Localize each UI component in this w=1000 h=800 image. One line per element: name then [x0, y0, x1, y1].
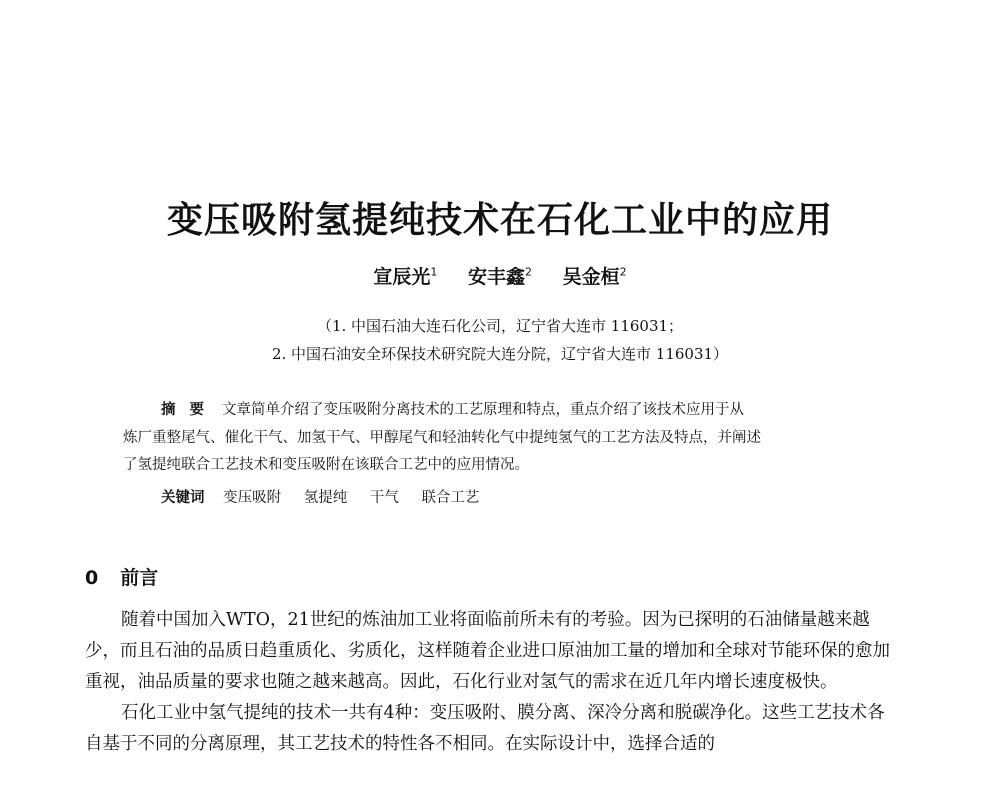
affiliation-line: 2. 中国石油安全环保技术研究院大连分院，辽宁省大连市 116031）	[271, 345, 729, 363]
author-list	[0, 262, 1000, 289]
section-title: 前言	[120, 567, 159, 589]
body-paragraph: 石化工业中氢气提纯的技术一共有4种：变压吸附、膜分离、深冷分离和脱碳净化。这些工艺技术各自基于不同的分离原理，其工艺技术的特性各不相同。在实际设计中，选择合适的	[85, 703, 885, 754]
keyword: 干气	[369, 490, 399, 506]
section-number: 0	[85, 567, 99, 589]
abstract-label: 摘要	[161, 402, 218, 418]
section-heading	[85, 563, 158, 590]
keyword: 氢提纯	[303, 490, 348, 506]
paper-title: 变压吸附氢提纯技术在石化工业中的应用	[166, 200, 833, 241]
author-affiliation-mark: 2	[525, 265, 532, 279]
author-name: 吴金桓	[562, 266, 620, 288]
author-affiliation-mark: 2	[619, 265, 627, 279]
author	[373, 266, 437, 288]
author-name: 安丰鑫	[467, 266, 525, 288]
keywords-line	[161, 486, 497, 507]
author-affiliation-mark: 1	[430, 265, 438, 279]
body-paragraph: 随着中国加入WTO，21世纪的炼油加工业将面临前所未有的考验。因为已探明的石油储量越来越少，而且石油的品质日趋重质化、劣质化，这样随着企业进口原油加工量的增加和全球对节能环保的愈加重视，油品质量的要求也随之越来越高。因此，石化行业对氢气的需求在近几年内增长速度极快。	[85, 610, 890, 692]
author	[563, 266, 627, 288]
abstract-line	[123, 397, 863, 425]
body-text	[85, 605, 895, 760]
keyword: 联合工艺	[421, 490, 480, 506]
abstract-line: 了氢提纯联合工艺技术和变压吸附在该联合工艺中的应用情况。	[123, 457, 529, 473]
abstract-line: 炼厂重整尾气、催化干气、加氢干气、甲醇尾气和轻油转化气中提纯氢气的工艺方法及特点，并阐述	[123, 429, 761, 446]
abstract-block	[123, 397, 863, 480]
author	[468, 266, 532, 288]
keyword: 变压吸附	[223, 490, 282, 506]
affiliation-line: （1. 中国石油大连石化公司，辽宁省大连市 116031；	[316, 317, 684, 335]
keywords-label: 关键词	[161, 490, 205, 506]
author-name: 宣辰光	[373, 266, 431, 288]
abstract-text: 文章简单介绍了变压吸附分离技术的工艺原理和特点，重点介绍了该技术应用于从	[222, 402, 744, 418]
